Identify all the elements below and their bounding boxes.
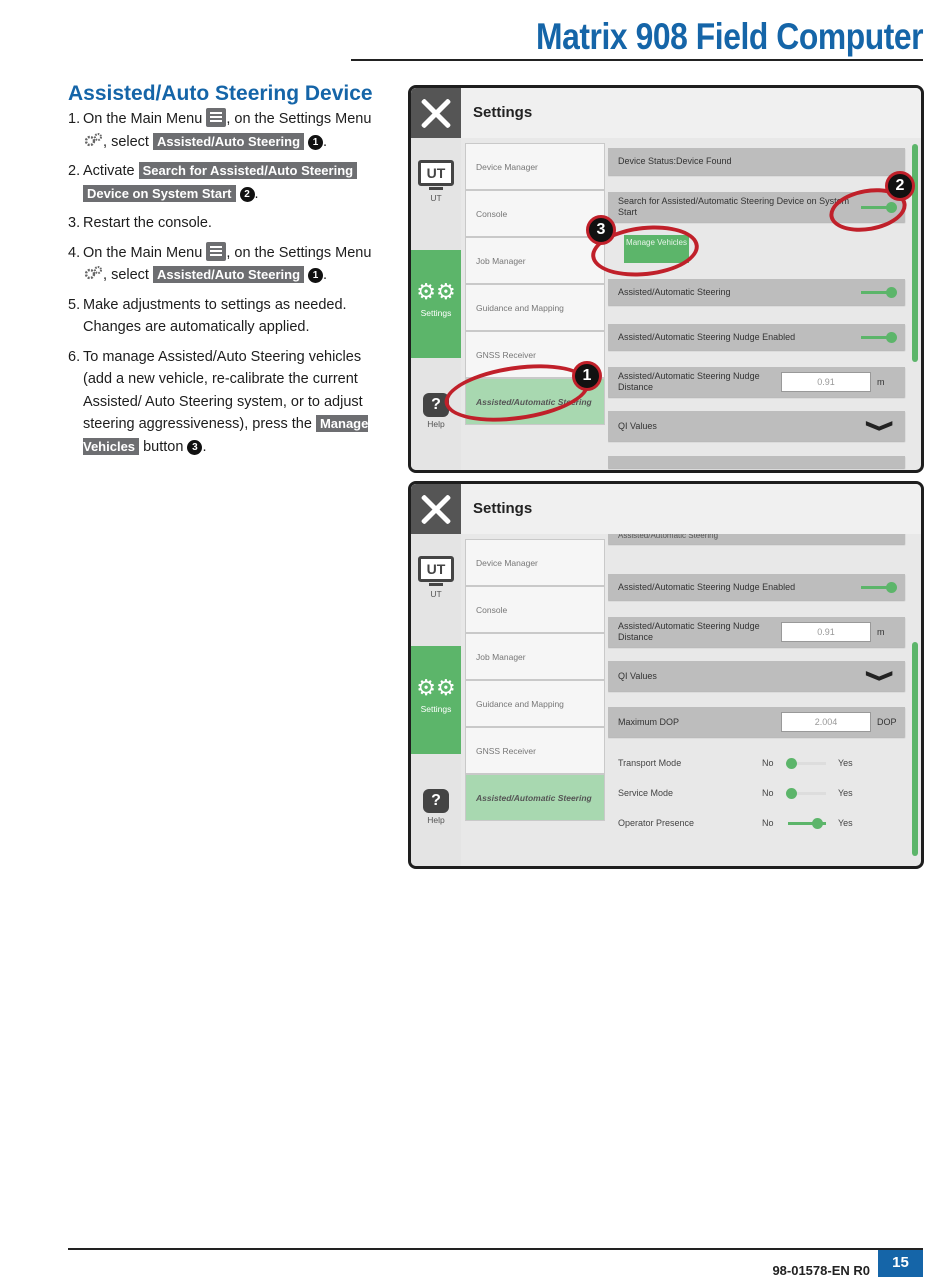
nudge-distance-input[interactable]: 0.91: [781, 622, 871, 642]
tab-device-manager[interactable]: Device Manager: [465, 143, 605, 190]
rail-label: Settings: [420, 308, 452, 318]
qi-values-row[interactable]: [608, 411, 905, 441]
monitor-stand: [429, 582, 443, 586]
settings-screenshot-1: [408, 85, 924, 473]
callout-marker: 1: [308, 135, 323, 150]
row-label: Assisted/Automatic Steering Nudge Enabled: [618, 331, 796, 342]
assisted-auto-steering-label: Assisted/Auto Steering: [153, 266, 304, 283]
callout-marker: 3: [187, 440, 202, 455]
search-on-start-label: Search for Assisted/Auto Steering: [139, 162, 357, 179]
step-3: [68, 212, 394, 235]
settings-gears-icon: ⚙⚙: [416, 675, 456, 700]
manage-vehicles-button[interactable]: Manage Vehicles: [624, 235, 689, 263]
settings-screenshot-2: [408, 481, 924, 869]
chevron-down-icon: ❯: [865, 419, 894, 433]
tab-gnss-receiver[interactable]: GNSS Receiver: [465, 727, 605, 774]
slider-knob: [812, 818, 823, 829]
option-no: No: [762, 758, 774, 768]
step-text: Activate: [83, 163, 135, 179]
settings-panel: [608, 138, 907, 470]
step-text: Make adjustments to settings as needed. Changes are automatically applied.: [83, 296, 347, 335]
assisted-steering-row: [608, 279, 905, 305]
screen-title: Settings: [473, 500, 533, 517]
step-text: ,: [103, 267, 108, 283]
transport-mode-slider[interactable]: [788, 762, 826, 765]
rail-help[interactable]: [411, 789, 461, 849]
assisted-auto-steering-label: Assisted/Auto Steering: [153, 133, 304, 150]
slider-knob: [786, 758, 797, 769]
tab-job-manager[interactable]: Job Manager: [465, 633, 605, 680]
ut-monitor-icon: UT: [418, 556, 454, 582]
step-text: Restart the console.: [83, 215, 212, 231]
rail-settings[interactable]: [411, 250, 461, 358]
step-text: .: [323, 267, 328, 283]
steps-list: [68, 108, 394, 465]
scrollbar[interactable]: [912, 642, 918, 856]
callout-badge-2: 2: [885, 171, 915, 201]
tab-console[interactable]: Console: [465, 190, 605, 237]
step-2: [68, 160, 394, 205]
settings-gears-icon: [83, 265, 103, 281]
tab-console[interactable]: Console: [465, 586, 605, 633]
step-text: To manage Assisted/Auto Steering vehicles (add a new vehicle, re-calibrate the current Assisted/ Auto Steering system, or to adjust steering aggressiveness), press the: [83, 348, 363, 432]
row-label: Assisted/Automatic Steering: [618, 534, 719, 540]
assisted-steering-row-partial: [608, 534, 905, 544]
settings-gears-icon: [83, 132, 103, 148]
step-5: [68, 294, 394, 339]
maximum-dop-input[interactable]: 2.004: [781, 712, 871, 732]
side-rail: [411, 138, 461, 470]
row-label: Device Status:Device Found: [618, 156, 732, 166]
step-number: 6.: [68, 348, 81, 365]
step-number: 4.: [68, 244, 81, 261]
step-text: button: [143, 438, 184, 455]
close-icon[interactable]: [411, 88, 461, 138]
option-label: Service Mode: [618, 788, 674, 798]
help-icon: ?: [423, 393, 449, 417]
tab-guidance-mapping[interactable]: Guidance and Mapping: [465, 284, 605, 331]
screen-title: Settings: [473, 104, 533, 121]
step-text: On the Main Menu: [83, 244, 203, 261]
step-4: [68, 242, 394, 287]
step-number: 1.: [68, 111, 81, 127]
callout-badge-1: 1: [572, 361, 602, 391]
service-mode-slider[interactable]: [788, 792, 826, 795]
callout-marker: 2: [240, 187, 255, 202]
option-no: No: [762, 788, 774, 798]
callout-badge-3: 3: [586, 215, 616, 245]
row-label: Assisted/Automatic Steering Nudge Distance: [618, 621, 760, 642]
option-yes: Yes: [838, 818, 853, 828]
search-on-start-label-cont: Device on System Start: [83, 185, 236, 202]
nudge-distance-input[interactable]: 0.91: [781, 372, 871, 392]
rail-ut[interactable]: [411, 160, 461, 230]
settings-tabs: [465, 539, 605, 821]
section-title: Assisted/Auto Steering Device: [68, 82, 373, 105]
step-text: .: [254, 185, 259, 202]
step-number: 2.: [68, 163, 81, 179]
screen-header: [411, 88, 921, 138]
step-text: ,: [103, 133, 108, 150]
tab-gnss-receiver[interactable]: GNSS Receiver: [465, 331, 605, 378]
row-label: Maximum DOP: [618, 716, 680, 727]
device-status-row: [608, 148, 905, 175]
partial-row: [608, 456, 905, 468]
rail-label: UT: [430, 589, 442, 599]
option-label: Operator Presence: [618, 818, 695, 828]
service-mode-option: [618, 782, 897, 804]
option-label: Transport Mode: [618, 758, 682, 768]
step-1: [68, 108, 394, 153]
manage-vehicles-label: Manage Vehicles: [83, 416, 369, 454]
ut-monitor-icon: UT: [418, 160, 454, 186]
option-no: No: [762, 818, 774, 828]
rail-ut[interactable]: [411, 556, 461, 626]
option-yes: Yes: [838, 758, 853, 768]
tab-assisted-steering[interactable]: Assisted/Automatic Steering: [465, 774, 605, 821]
assisted-steering-toggle[interactable]: [861, 291, 895, 294]
unit-label: m: [877, 377, 885, 387]
rail-label: Help: [427, 815, 445, 825]
transport-mode-option: [618, 752, 897, 774]
step-text: select: [111, 267, 149, 283]
operator-presence-option: [618, 812, 897, 834]
step-text: .: [202, 438, 207, 455]
step-text: select: [111, 133, 149, 150]
step-text: .: [323, 133, 328, 150]
step-text: On the Main Menu: [83, 111, 203, 127]
monitor-stand: [429, 186, 443, 190]
step-number: 5.: [68, 296, 81, 313]
row-label: QI Values: [618, 670, 657, 681]
help-icon: ?: [423, 789, 449, 813]
document-number: 98-01578-EN R0: [772, 1263, 870, 1277]
callout-marker: 1: [308, 268, 323, 283]
main-menu-icon: [206, 242, 226, 261]
step-number: 3.: [68, 215, 81, 231]
footer-rule: [68, 1248, 923, 1250]
settings-panel: [608, 534, 907, 866]
step-text: , on the Settings Menu: [226, 244, 372, 261]
row-label: Assisted/Automatic Steering: [618, 286, 731, 297]
tab-guidance-mapping[interactable]: Guidance and Mapping: [465, 680, 605, 727]
page-number: 15: [878, 1250, 923, 1277]
rail-settings[interactable]: [411, 646, 461, 754]
nudge-distance-row: [608, 367, 905, 397]
screen-header: [411, 484, 921, 534]
scrollbar[interactable]: [912, 144, 918, 362]
operator-presence-slider[interactable]: [788, 822, 826, 825]
row-label: Assisted/Automatic Steering Nudge Distance: [618, 371, 760, 392]
close-icon[interactable]: [411, 484, 461, 534]
qi-values-row[interactable]: [608, 661, 905, 691]
rail-label: Help: [427, 419, 445, 429]
unit-label: DOP: [877, 717, 897, 727]
chevron-down-icon: ❯: [865, 669, 894, 683]
tab-job-manager[interactable]: Job Manager: [465, 237, 605, 284]
tab-assisted-steering[interactable]: Assisted/Automatic Steering: [465, 378, 605, 425]
document-title: Matrix 908 Field Computer: [535, 16, 923, 57]
row-label: Assisted/Automatic Steering Nudge Enabled: [618, 581, 796, 592]
tab-device-manager[interactable]: Device Manager: [465, 539, 605, 586]
side-rail: [411, 534, 461, 866]
nudge-enabled-toggle[interactable]: [861, 586, 895, 589]
step-6: [68, 346, 394, 459]
slider-knob: [786, 788, 797, 799]
settings-gears-icon: ⚙⚙: [416, 279, 456, 304]
main-menu-icon: [206, 108, 226, 127]
rail-label: UT: [430, 193, 442, 203]
maximum-dop-row: [608, 707, 905, 737]
unit-label: m: [877, 627, 885, 637]
row-label: QI Values: [618, 420, 657, 431]
option-yes: Yes: [838, 788, 853, 798]
rail-label: Settings: [420, 704, 452, 714]
nudge-distance-row: [608, 617, 905, 647]
nudge-enabled-row: [608, 324, 905, 350]
title-rule: [351, 59, 923, 61]
step-text: , on the Settings Menu: [226, 111, 372, 127]
nudge-enabled-toggle[interactable]: [861, 336, 895, 339]
nudge-enabled-row: [608, 574, 905, 600]
row-label: Search for Assisted/Automatic Steering Device on System Start: [618, 196, 850, 217]
